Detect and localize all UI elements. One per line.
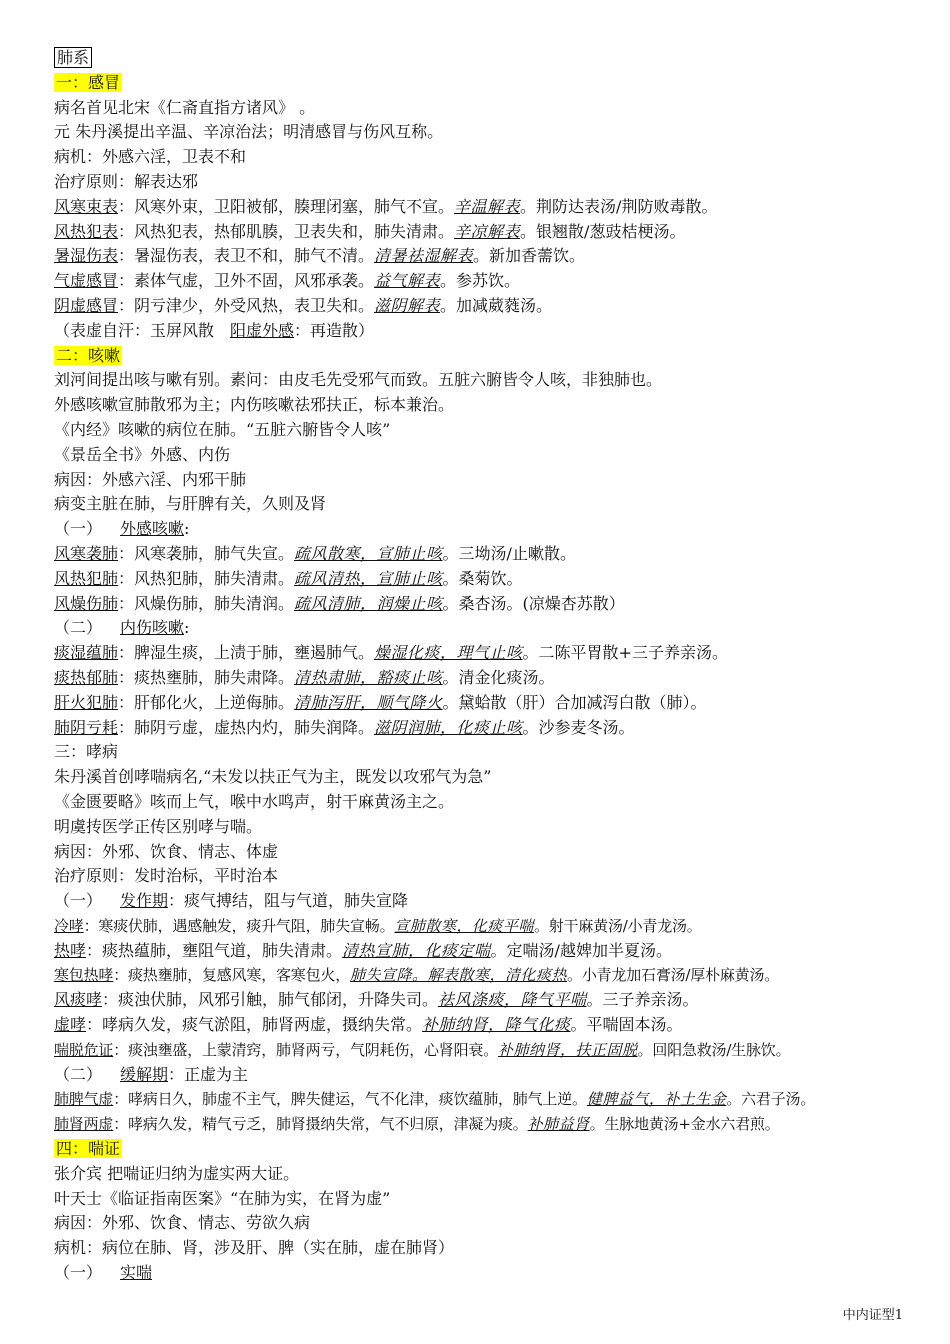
text-segment: （二） — [54, 1064, 103, 1084]
text-segment: ：痰浊壅盛，上蒙清窍，肺肾两亏，气阴耗伤，心肾阳衰。 — [113, 1040, 499, 1059]
text-segment: : — [184, 618, 190, 638]
syndrome-term: 发作期 — [120, 891, 169, 911]
text-segment: 病因：外感六淫、内邪干肺 — [54, 469, 247, 489]
text-line — [54, 542, 934, 567]
text-line — [54, 641, 934, 666]
text-line — [54, 492, 934, 517]
text-line — [54, 1211, 934, 1236]
syndrome-term: 热哮 — [54, 940, 87, 960]
syndrome-term: 气虚感冒 — [54, 271, 119, 291]
treatment-method: 补肺益肾 — [527, 1115, 590, 1134]
text-line — [54, 889, 934, 914]
text-line — [54, 1187, 934, 1212]
treatment-method: 滋阴润肺，化痰止咳 — [374, 717, 523, 737]
text-line — [54, 393, 934, 418]
text-segment: 。清金化痰汤。 — [442, 667, 555, 687]
text-segment: 。参苏饮。 — [440, 271, 521, 291]
text-segment: 元 朱丹溪提出辛温、辛凉治法；明清感冒与伤风互称。 — [54, 122, 444, 142]
treatment-method: 益气解表 — [374, 271, 441, 291]
text-segment: 。新加香薷饮。 — [473, 246, 586, 266]
text-line — [54, 1112, 934, 1137]
text-segment: 。加减葳蕤汤。 — [440, 295, 553, 315]
text-segment: ：痰热蕴肺，壅阻气道，肺失清肃。 — [86, 940, 343, 960]
text-segment: 。平喘固本汤。 — [570, 1015, 683, 1035]
text-segment: ：素体气虚，卫外不固，风邪承袭。 — [118, 271, 375, 291]
syndrome-term: 喘脱危证 — [54, 1040, 114, 1059]
text-segment: ：脾湿生痰，上渍于肺，壅遏肺气。 — [118, 643, 375, 663]
treatment-method: 宣肺散寒，化痰平喘 — [394, 916, 534, 935]
text-segment: 治疗原则：解表达邪 — [54, 171, 199, 191]
text-line — [54, 988, 934, 1013]
syndrome-term: 阳虚外感 — [230, 320, 295, 340]
chapter-title: 肺系 — [54, 47, 92, 68]
text-line — [54, 1013, 934, 1038]
text-segment: 。黛蛤散（肝）合加减泻白散（肺）。 — [442, 692, 707, 712]
document-body — [54, 46, 934, 1286]
syndrome-term: 痰湿蕴肺 — [54, 643, 119, 663]
text-segment: ：哮病久发，精气亏乏，肺肾摄纳失常，气不归原，津凝为痰。 — [113, 1115, 528, 1134]
text-segment: （一） — [54, 1263, 103, 1283]
text-segment: 治疗原则：发时治标，平时治本 — [54, 866, 279, 886]
text-segment: ：阴亏津少，外受风热，表卫失和。 — [118, 295, 375, 315]
text-line — [54, 170, 934, 195]
text-segment: ：正虚为主 — [168, 1064, 249, 1084]
syndrome-term: 阴虚感冒 — [54, 295, 119, 315]
syndrome-term: 寒包热哮 — [54, 966, 114, 985]
text-segment: （表虚自汗：玉屏风散 — [54, 320, 231, 340]
section-heading: 一：感冒 — [56, 72, 121, 92]
syndrome-term: 实喘 — [120, 1263, 153, 1283]
text-segment: 。二陈平胃散+三子养亲汤。 — [522, 643, 728, 663]
text-segment: 。射干麻黄汤/小青龙汤。 — [533, 916, 702, 935]
syndrome-term: 肺肾两虚 — [54, 1115, 114, 1134]
text-line — [54, 1087, 934, 1112]
text-line — [54, 294, 934, 319]
text-segment: ：痰热壅肺，复感风寒，客寒包火， — [113, 966, 351, 985]
syndrome-term: 缓解期 — [120, 1064, 169, 1084]
syndrome-term: 冷哮 — [54, 916, 84, 935]
text-segment: ：哮病日久，肺虚不主气，脾失健运，气不化津，痰饮蕴肺，肺气上逆。 — [113, 1090, 587, 1109]
text-segment: 《内经》咳嗽的病位在肺。“五脏六腑皆令人咳” — [54, 419, 391, 439]
text-segment: : — [184, 519, 190, 539]
text-line — [54, 418, 934, 443]
treatment-method: 补肺纳肾，降气化痰 — [422, 1015, 571, 1035]
text-segment: 病机：病位在肺、肾，涉及肝、脾（实在肺，虚在肺肾） — [54, 1238, 455, 1258]
syndrome-term: 暑湿伤表 — [54, 246, 119, 266]
text-line — [54, 815, 934, 840]
text-line — [54, 1236, 934, 1261]
text-segment: 《金匮要略》咳而上气，喉中水鸣声，射干麻黄汤主之。 — [54, 791, 455, 811]
text-line — [54, 864, 934, 889]
text-line — [54, 269, 934, 294]
syndrome-term: 外感咳嗽 — [120, 519, 185, 539]
syndrome-term: 风热犯表 — [54, 221, 119, 241]
syndrome-term: 肺阴亏耗 — [54, 717, 119, 737]
text-segment: 。小青龙加石膏汤/厚朴麻黄汤。 — [567, 966, 780, 985]
text-line — [54, 840, 934, 865]
text-line — [54, 666, 934, 691]
text-segment: ：风燥伤肺，肺失清润。 — [118, 593, 295, 613]
text-segment: 朱丹溪首创哮喘病名,“未发以扶正气为主，既发以攻邪气为急” — [54, 767, 492, 787]
treatment-method: 补肺纳肾，扶正固脱 — [498, 1040, 638, 1059]
treatment-method: 健脾益气，补土生金 — [586, 1090, 727, 1109]
text-segment: 病变主脏在肺，与肝脾有关，久则及肾 — [54, 494, 327, 514]
text-segment: （一） — [54, 519, 103, 539]
text-segment: 病因：外邪、饮食、情志、劳欲久病 — [54, 1213, 311, 1233]
text-segment: 明虞抟医学正传区别哮与喘。 — [54, 816, 263, 836]
text-segment: 。定喘汤/越婢加半夏汤。 — [490, 940, 672, 960]
text-segment: 。桑杏汤。(凉燥杏苏散） — [442, 593, 625, 613]
syndrome-term: 内伤咳嗽 — [120, 618, 185, 638]
text-segment: ：寒痰伏肺，遇感触发，痰升气阻，肺失宣畅。 — [83, 916, 395, 935]
text-line — [54, 740, 934, 765]
text-line — [54, 71, 934, 96]
syndrome-term: 风寒袭肺 — [54, 543, 119, 563]
text-segment: ：痰气搏结，阻与气道，肺失宣降 — [168, 891, 409, 911]
text-segment: 。六君子汤。 — [726, 1090, 816, 1109]
syndrome-term: 风燥伤肺 — [54, 593, 119, 613]
text-segment: （二） — [54, 618, 103, 638]
text-segment: ：风热犯肺，肺失清肃。 — [118, 568, 295, 588]
text-line — [54, 46, 934, 71]
text-segment: 病因：外邪、饮食、情志、体虚 — [54, 841, 279, 861]
text-line — [54, 517, 934, 542]
text-segment: 刘河间提出咳与嗽有别。素问：由皮毛先受邪气而致。五脏六腑皆令人咳，非独肺也。 — [54, 370, 663, 390]
treatment-method: 辛温解表 — [454, 196, 521, 216]
text-segment: 。荆防达表汤/荆防败毒散。 — [520, 196, 718, 216]
syndrome-term: 痰热郁肺 — [54, 667, 119, 687]
treatment-method: 祛风涤痰，降气平喘 — [438, 990, 587, 1010]
syndrome-term: 虚哮 — [54, 1015, 87, 1035]
text-segment: ：哮病久发，痰气淤阻，肺肾两虚，摄纳失常。 — [86, 1015, 423, 1035]
text-line — [54, 765, 934, 790]
text-line — [54, 120, 934, 145]
treatment-method: 疏风清热，宣肺止咳 — [294, 568, 443, 588]
text-segment: ：风寒外束，卫阳被郁，腠理闭塞，肺气不宣。 — [118, 196, 455, 216]
text-line — [54, 592, 934, 617]
text-segment: 病名首见北宋《仁斋直指方诸风》 。 — [54, 97, 316, 117]
syndrome-term: 风痰哮 — [54, 990, 103, 1010]
text-line — [54, 1137, 934, 1162]
text-line — [54, 195, 934, 220]
text-line — [54, 1162, 934, 1187]
syndrome-term: 风热犯肺 — [54, 568, 119, 588]
text-line — [54, 244, 934, 269]
text-line — [54, 1038, 934, 1063]
section-heading: 四：喘证 — [56, 1139, 121, 1159]
text-segment: 张介宾 把喘证归纳为虚实两大证。 — [54, 1163, 300, 1183]
treatment-method: 滋阴解表 — [374, 295, 441, 315]
text-segment: ：痰热壅肺，肺失肃降。 — [118, 667, 295, 687]
treatment-method: 肺失宣降。解表散寒，清化痰热 — [350, 966, 568, 985]
treatment-method: 清肺泻肝，顺气降火 — [294, 692, 443, 712]
text-segment: 。回阳急救汤/生脉饮。 — [637, 1040, 791, 1059]
text-line — [54, 145, 934, 170]
text-line — [54, 567, 934, 592]
treatment-method: 清热宣肺，化痰定喘 — [342, 940, 491, 960]
syndrome-term: 肝火犯肺 — [54, 692, 119, 712]
text-line — [54, 914, 934, 939]
text-line — [54, 691, 934, 716]
page-footer: 中内证型1 — [842, 1308, 903, 1323]
text-segment: 三：哮病 — [54, 742, 119, 762]
text-segment: ：风热犯表，热郁肌腠，卫表失和，肺失清肃。 — [118, 221, 455, 241]
treatment-method: 疏风清肺，润燥止咳 — [294, 593, 443, 613]
text-segment: 。银翘散/葱豉桔梗汤。 — [520, 221, 686, 241]
text-line — [54, 1261, 934, 1286]
text-segment: ：痰浊伏肺，风邪引触，肺气郁闭，升降失司。 — [102, 990, 439, 1010]
text-line — [54, 790, 934, 815]
syndrome-term: 风寒束表 — [54, 196, 119, 216]
text-line — [54, 616, 934, 641]
treatment-method: 清暑祛湿解表 — [374, 246, 474, 266]
text-line — [54, 96, 934, 121]
text-segment: ：肺阴亏虚，虚热内灼，肺失润降。 — [118, 717, 375, 737]
text-segment: ：风寒袭肺，肺气失宣。 — [118, 543, 295, 563]
text-segment: ：肝郁化火，上逆侮肺。 — [118, 692, 295, 712]
text-segment: 。桑菊饮。 — [442, 568, 523, 588]
text-line — [54, 344, 934, 369]
text-segment: ：暑湿伤表，表卫不和，肺气不清。 — [118, 246, 375, 266]
text-segment: 。三子养亲汤。 — [586, 990, 699, 1010]
syndrome-term: 肺脾气虚 — [54, 1090, 114, 1109]
text-segment: 《景岳全书》外感、内伤 — [54, 444, 231, 464]
text-line — [54, 963, 934, 988]
text-line — [54, 939, 934, 964]
text-segment: 。沙参麦冬汤。 — [522, 717, 635, 737]
treatment-method: 疏风散寒，宣肺止咳 — [294, 543, 443, 563]
text-line — [54, 368, 934, 393]
section-heading: 二：咳嗽 — [56, 345, 121, 365]
text-line — [54, 220, 934, 245]
text-line — [54, 1063, 934, 1088]
treatment-method: 清热肃肺，豁痰止咳 — [294, 667, 443, 687]
treatment-method: 辛凉解表 — [454, 221, 521, 241]
treatment-method: 燥湿化痰，理气止咳 — [374, 643, 523, 663]
text-line — [54, 716, 934, 741]
text-line — [54, 443, 934, 468]
text-segment: ：再造散） — [294, 320, 375, 340]
text-segment: 。三坳汤/止嗽散。 — [442, 543, 576, 563]
text-segment: 。生脉地黄汤+金水六君煎。 — [589, 1115, 780, 1134]
text-segment: 病机：外感六淫，卫表不和 — [54, 147, 247, 167]
text-line — [54, 319, 934, 344]
text-segment: 叶天士《临证指南医案》“在肺为实，在肾为虚” — [54, 1188, 391, 1208]
text-line — [54, 468, 934, 493]
text-segment: 外感咳嗽宣肺散邪为主；内伤咳嗽祛邪扶正，标本兼治。 — [54, 395, 455, 415]
text-segment: （一） — [54, 891, 103, 911]
